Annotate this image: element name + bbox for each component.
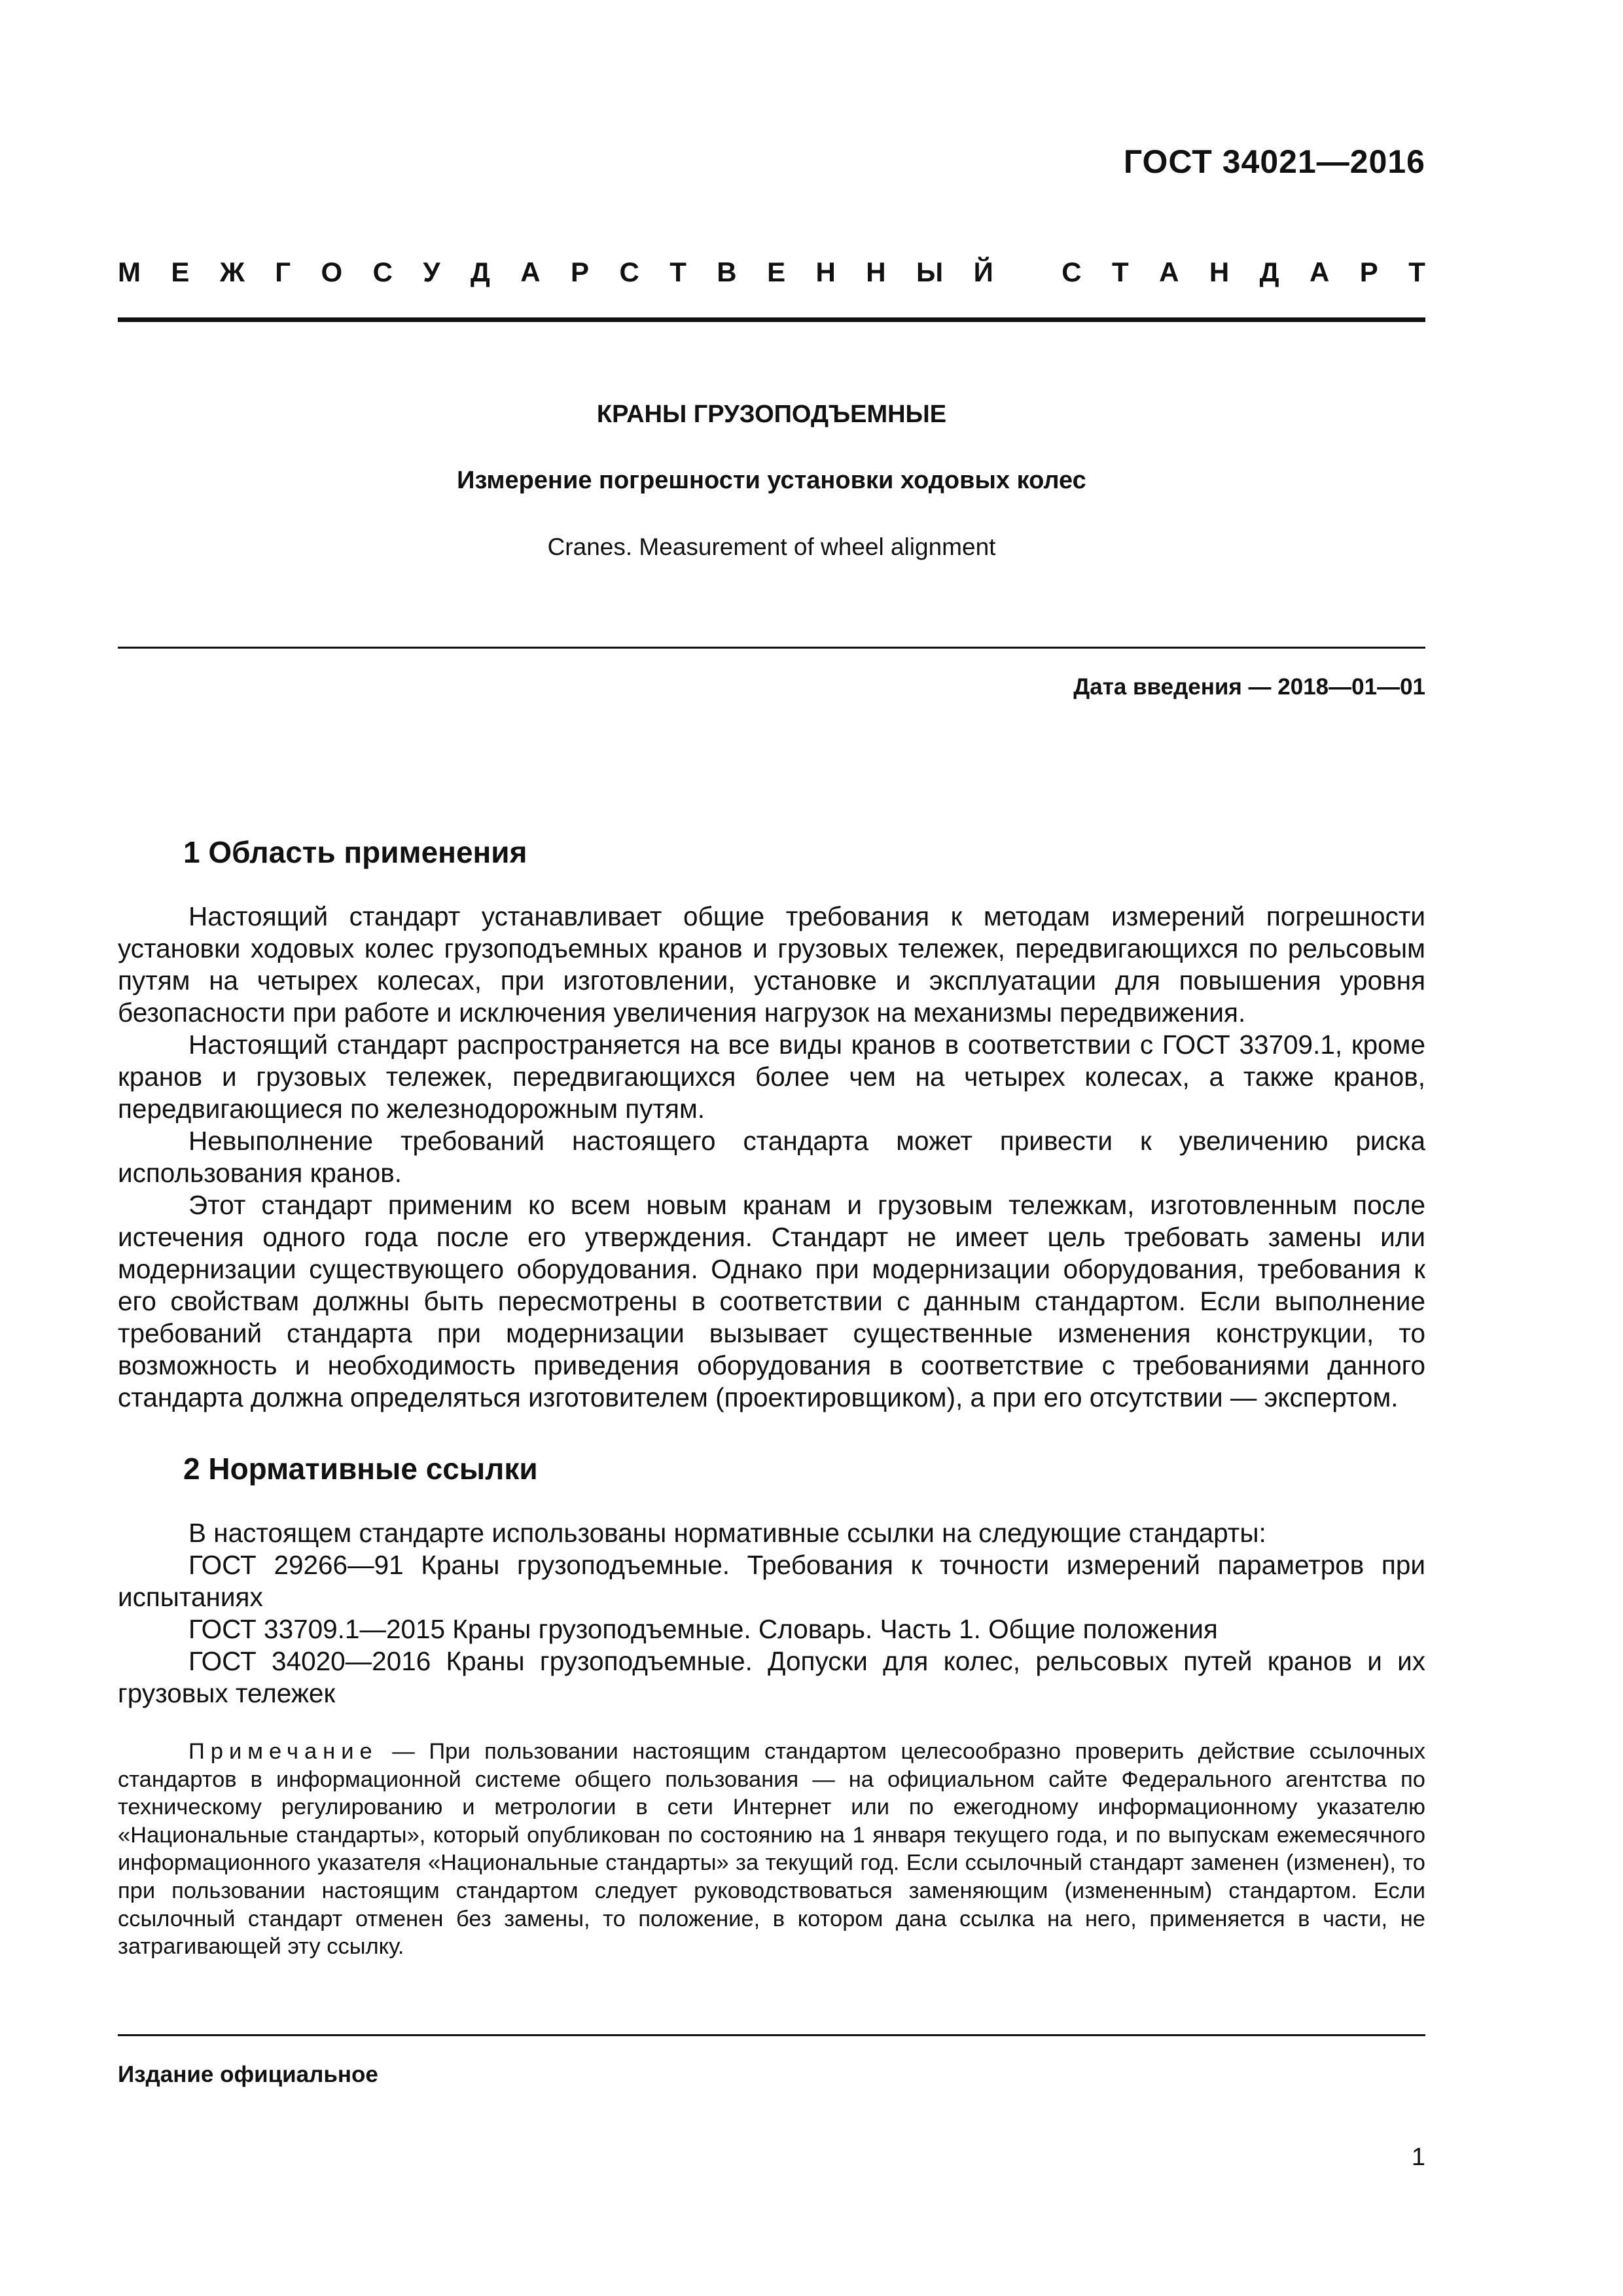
banner-letter: Т (669, 257, 687, 287)
section-2-body (118, 1517, 1425, 1710)
banner-letter: С (619, 257, 639, 287)
paragraph: Невыполнение требований настоящего стандарта может привести к увеличению риска использования кранов. (118, 1126, 1425, 1188)
banner-letter: Е (171, 257, 190, 287)
note-label: Примечание (188, 1739, 378, 1764)
banner-letter: С (372, 257, 393, 287)
banner-letter: Т (1112, 257, 1129, 287)
introduction-date: Дата введения — 2018—01—01 (1073, 674, 1425, 700)
document-subtitle: Измерение погрешности установки ходовых колес (457, 467, 1086, 494)
banner-letter: Д (470, 257, 490, 287)
banner-letter: Ж (219, 257, 245, 287)
banner-letter: Д (1259, 257, 1279, 287)
reference-item: ГОСТ 33709.1—2015 Краны грузоподъемные. Словарь. Часть 1. Общие положения (188, 1614, 1218, 1644)
english-title: Cranes. Measurement of wheel alignment (547, 533, 996, 560)
banner-letter: Н (815, 257, 836, 287)
banner-letter: М (118, 257, 141, 287)
footer-rule (118, 2034, 1425, 2036)
banner-letter: Н (1209, 257, 1230, 287)
banner-letter: У (423, 257, 440, 287)
section-1-heading: 1 Область применения (183, 835, 527, 869)
paragraph: Этот стандарт применим ко всем новым кранам и грузовым тележкам, изготовленным после истечения одного года после его утверждения. Стандарт не имеет цель требовать замены или модернизации существующего оборудования. Однако при модернизации оборудования, требования к его свойствам должны быть пересмотрены в соответствии с данным стандартом. Если выполнение требований стандарта при модернизации вызывает существенные изменения конструкции, то возможность и необходимость приведения оборудования в соответствие с требованиями данного стандарта должна определяться изготовителем (проектировщиком), а при его отсутствии — экспертом. (118, 1190, 1425, 1412)
section-2-heading: 2 Нормативные ссылки (183, 1452, 538, 1486)
banner-letter: С (1061, 257, 1082, 287)
reference-item: ГОСТ 34020—2016 Краны грузоподъемные. Допуски для колес, рельсовых путей кранов и их грузовых тележек (118, 1646, 1425, 1708)
edition-label: Издание официальное (118, 2062, 378, 2087)
banner-letter: Ы (916, 257, 944, 287)
banner-letter: Н (866, 257, 886, 287)
document-number: ГОСТ 34021—2016 (1123, 143, 1425, 180)
banner-letter: А (1310, 257, 1330, 287)
banner-letter: Й (973, 257, 993, 287)
paragraph: В настоящем стандарте использованы нормативные ссылки на следующие стандарты: (188, 1518, 1266, 1548)
paragraph: Настоящий стандарт устанавливает общие требования к методам измерений погрешности установки ходовых колес грузоподъемных кранов и грузовых тележек, передвигающихся по рельсовым путям на четырех колесах, при изготовлении, установке и эксплуатации для повышения уровня безопасности при работе и исключения увеличения нагрузок на механизмы передвижения. (118, 901, 1425, 1028)
section-1-body (118, 901, 1425, 1414)
banner-letter (1024, 257, 1031, 288)
interstate-standard-banner (118, 257, 1425, 288)
note-text: — При пользовании настоящим стандартом целесообразно проверить действие ссылочных стандартов в информационной системе общего пользования — на официальном сайте Федерального агентства по техническому регулированию и метрологии в сети Интернет или по ежегодному информационному указателю «Национальные стандарты», который опубликован по состоянию на 1 января текущего года, и по выпускам ежемесячного информационного указателя «Национальные стандарты» за текущий год. Если ссылочный стандарт заменен (изменен), то при пользовании настоящим стандартом следует руководствоваться заменяющим (измененным) стандартом. Если ссылочный стандарт отменен без замены, то положение, в котором дана ссылка на него, применяется в части, не затрагивающей эту ссылку. (118, 1739, 1425, 1960)
banner-letter: А (520, 257, 541, 287)
banner-letter: Г (275, 257, 291, 287)
banner-letter: Р (1359, 257, 1378, 287)
note-block (118, 1738, 1425, 1961)
banner-letter: В (717, 257, 737, 287)
banner-letter: О (321, 257, 343, 287)
page-number: 1 (1411, 2144, 1425, 2171)
title-rule (118, 647, 1425, 649)
top-rule (118, 317, 1425, 322)
banner-letter: Т (1408, 257, 1425, 287)
reference-item: ГОСТ 29266—91 Краны грузоподъемные. Требования к точности измерений параметров при испытаниях (118, 1550, 1425, 1612)
banner-letter: Е (767, 257, 786, 287)
paragraph: Настоящий стандарт распространяется на все виды кранов в соответствии с ГОСТ 33709.1, кроме кранов и грузовых тележек, передвигающихся более чем на четырех колесах, а также кранов, передвигающиеся по железнодорожным путям. (118, 1030, 1425, 1124)
banner-letter: Р (571, 257, 590, 287)
banner-letter: А (1159, 257, 1179, 287)
document-title: КРАНЫ ГРУЗОПОДЪЕМНЫЕ (596, 401, 947, 428)
